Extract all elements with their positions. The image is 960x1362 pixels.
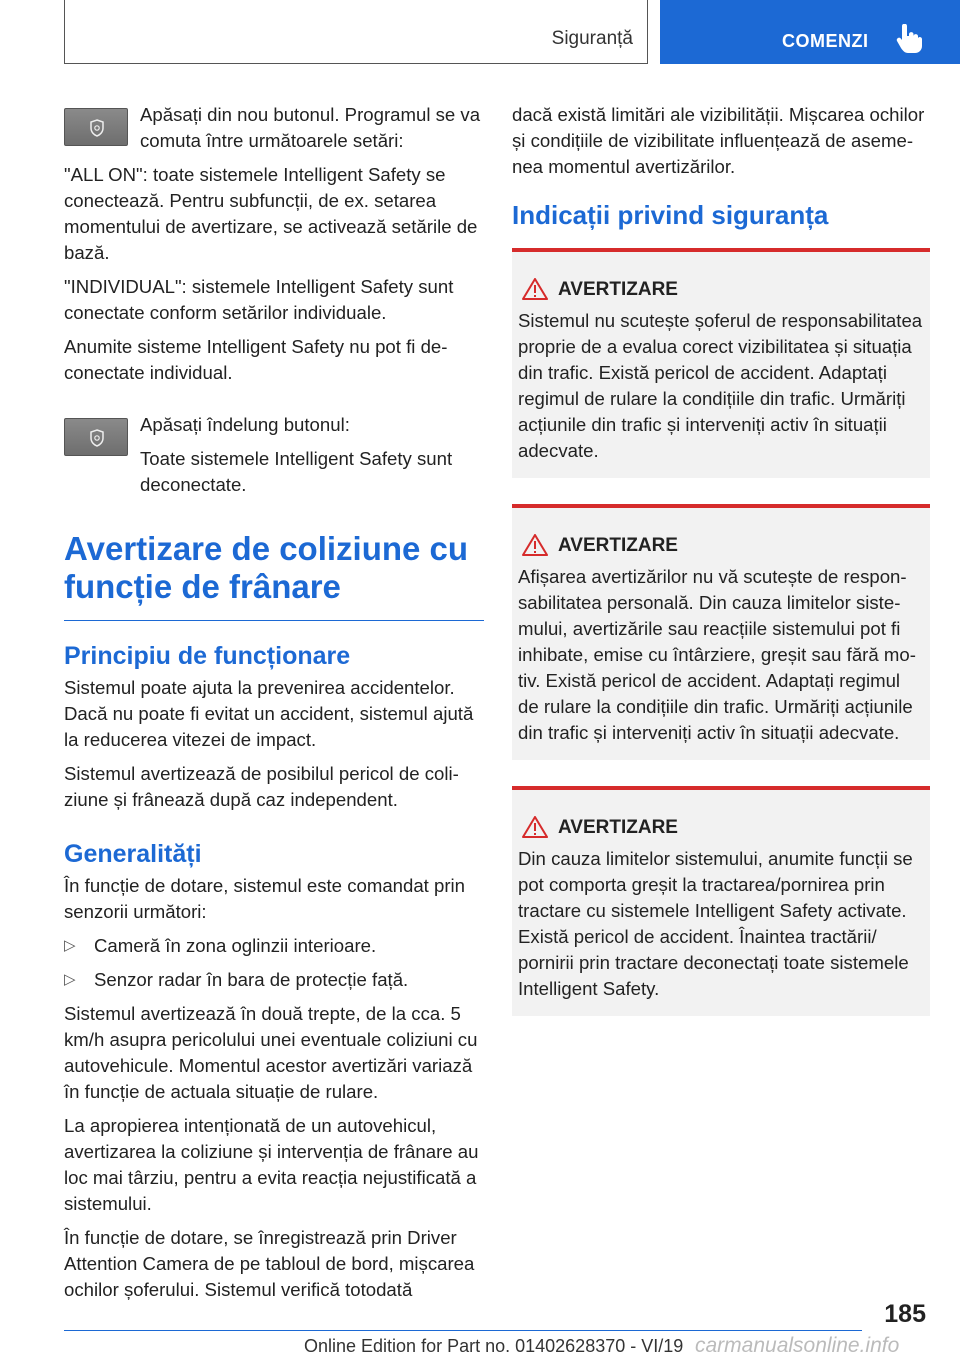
warning-title: AVERTIZARE <box>518 278 924 302</box>
page-number: 185 <box>884 1300 926 1328</box>
subsection-heading: Principiu de funcționare <box>64 642 351 670</box>
paragraph: Anumite sisteme Intelligent Safety nu pot fi deconectate individual. <box>64 336 448 383</box>
warning-title: AVERTIZARE <box>518 816 924 840</box>
paragraph: La apropierea intenționată de un autovehicul, avertizarea la coliziune și intervenția de frânare au loc mai târziu, pentru a evita reacția nejustificată a sistemului. <box>64 1115 479 1214</box>
subsection-heading: Indicații privind siguranța <box>512 200 829 230</box>
warning-box <box>512 248 930 478</box>
paragraph: Apăsați îndelung butonul: <box>140 414 350 435</box>
list-item: ▷ Cameră în zona oglinzii interioare. <box>64 933 484 959</box>
watermark: carmanualsonline.info <box>695 1334 900 1357</box>
safety-button-icon <box>89 119 105 137</box>
warning-text: Din cauza limitelor sistemului, anumite funcții se pot comporta greșit la tractarea/pornirea prin tractare cu sistemele Intelligent Safety activate. Există pericol de accident. Înaintea tractării/ pornirii prin tractare deconectați toate sistemele Intelligent Safety. <box>518 848 913 999</box>
triangle-bullet-icon: ▷ <box>64 971 76 988</box>
footer-edition: Online Edition for Part no. 01402628370 - VI/19 <box>304 1336 684 1356</box>
warning-title: AVERTIZARE <box>518 534 924 558</box>
list-item: ▷ Senzor radar în bara de protecție față. <box>64 967 484 993</box>
tab-comenzi[interactable] <box>660 0 960 64</box>
warning-triangle-icon <box>522 534 548 556</box>
button-row-press-again <box>64 102 484 154</box>
triangle-bullet-icon: ▷ <box>64 937 76 954</box>
safety-button-image <box>64 108 128 146</box>
warning-box <box>512 504 930 760</box>
paragraph: Toate sistemele Intelligent Safety sunt deconectate. <box>140 448 453 495</box>
right-column <box>512 102 930 1042</box>
section-title: Siguranță <box>551 28 633 49</box>
safety-button-image <box>64 418 128 456</box>
paragraph: Sistemul avertizează în două trepte, de la cca. 5 km/h asupra pericolului unei eventuale coliziuni cu autovehicule. Momentul acestor avertizări variază în funcție de actuala situație de rulare. <box>64 1003 478 1102</box>
section-heading: Avertizare de coliziune cu funcție de frânare <box>64 530 469 605</box>
warning-box <box>512 786 930 1016</box>
button-row-long-press <box>64 412 484 498</box>
paragraph: Sistemul poate ajuta la prevenirea accidentelor. Dacă nu poate fi evitat un accident, sistemul ajută la reducerea vitezei de impact. <box>64 677 474 750</box>
footer-divider <box>64 1330 862 1331</box>
warning-triangle-icon <box>522 278 548 300</box>
warning-text: Afișarea avertizărilor nu vă scutește de responsabilitatea personală. Din cauza limitelor sistemului, avertizările sau reacțiile sistemului pot fi inhibate, emise cu întârziere, greșit sau fără motiv. Există pericol de accident. Adaptați regimul de rulare la condițiile din trafic. Urmăriți acțiunile din trafic și interveniți activ în situații adecvate. <box>518 566 916 743</box>
paragraph: "INDIVIDUAL": sistemele Intelligent Safety sunt conectate conform setărilor individuale. <box>64 276 454 323</box>
paragraph: Apăsați din nou butonul. Programul se va comuta între următoarele setări: <box>140 104 481 151</box>
warning-triangle-icon <box>522 816 548 838</box>
subsection-heading: Generalități <box>64 840 202 868</box>
pointing-hand-icon <box>896 24 922 54</box>
paragraph: "ALL ON": toate sistemele Intelligent Safety se conectează. Pentru subfuncții, de ex. setarea momentului de avertizare, se activează setările de bază. <box>64 164 478 263</box>
left-column <box>64 102 484 1311</box>
heading-divider <box>64 620 484 621</box>
paragraph: dacă există limitări ale vizibilității. Mișcarea ochilor și condițiile de vizibilitate influențează de asemenea momentul avertizărilor. <box>512 104 925 177</box>
paragraph: În funcție de dotare, se înregistrează prin Driver Attention Camera de pe tabloul de bord, mișcarea ochilor șoferului. Sistemul verifică totodată <box>64 1227 475 1300</box>
header-section-box <box>64 0 648 64</box>
warning-text: Sistemul nu scutește șoferul de responsabilitatea proprie de a evalua corect vizibilitatea și situația din trafic. Există pericol de accident. Adaptați regimul de rulare la condițiile din trafic. Urmăriți acțiunile din trafic și interveniți activ în situații adecvate. <box>518 310 923 461</box>
paragraph: În funcție de dotare, sistemul este comandat prin senzorii următori: <box>64 875 466 922</box>
safety-button-icon <box>89 429 105 447</box>
tab-comenzi-label: COMENZI <box>782 31 869 51</box>
paragraph: Sistemul avertizează de posibilul pericol de coliziune și frânează după caz independent. <box>64 763 459 810</box>
